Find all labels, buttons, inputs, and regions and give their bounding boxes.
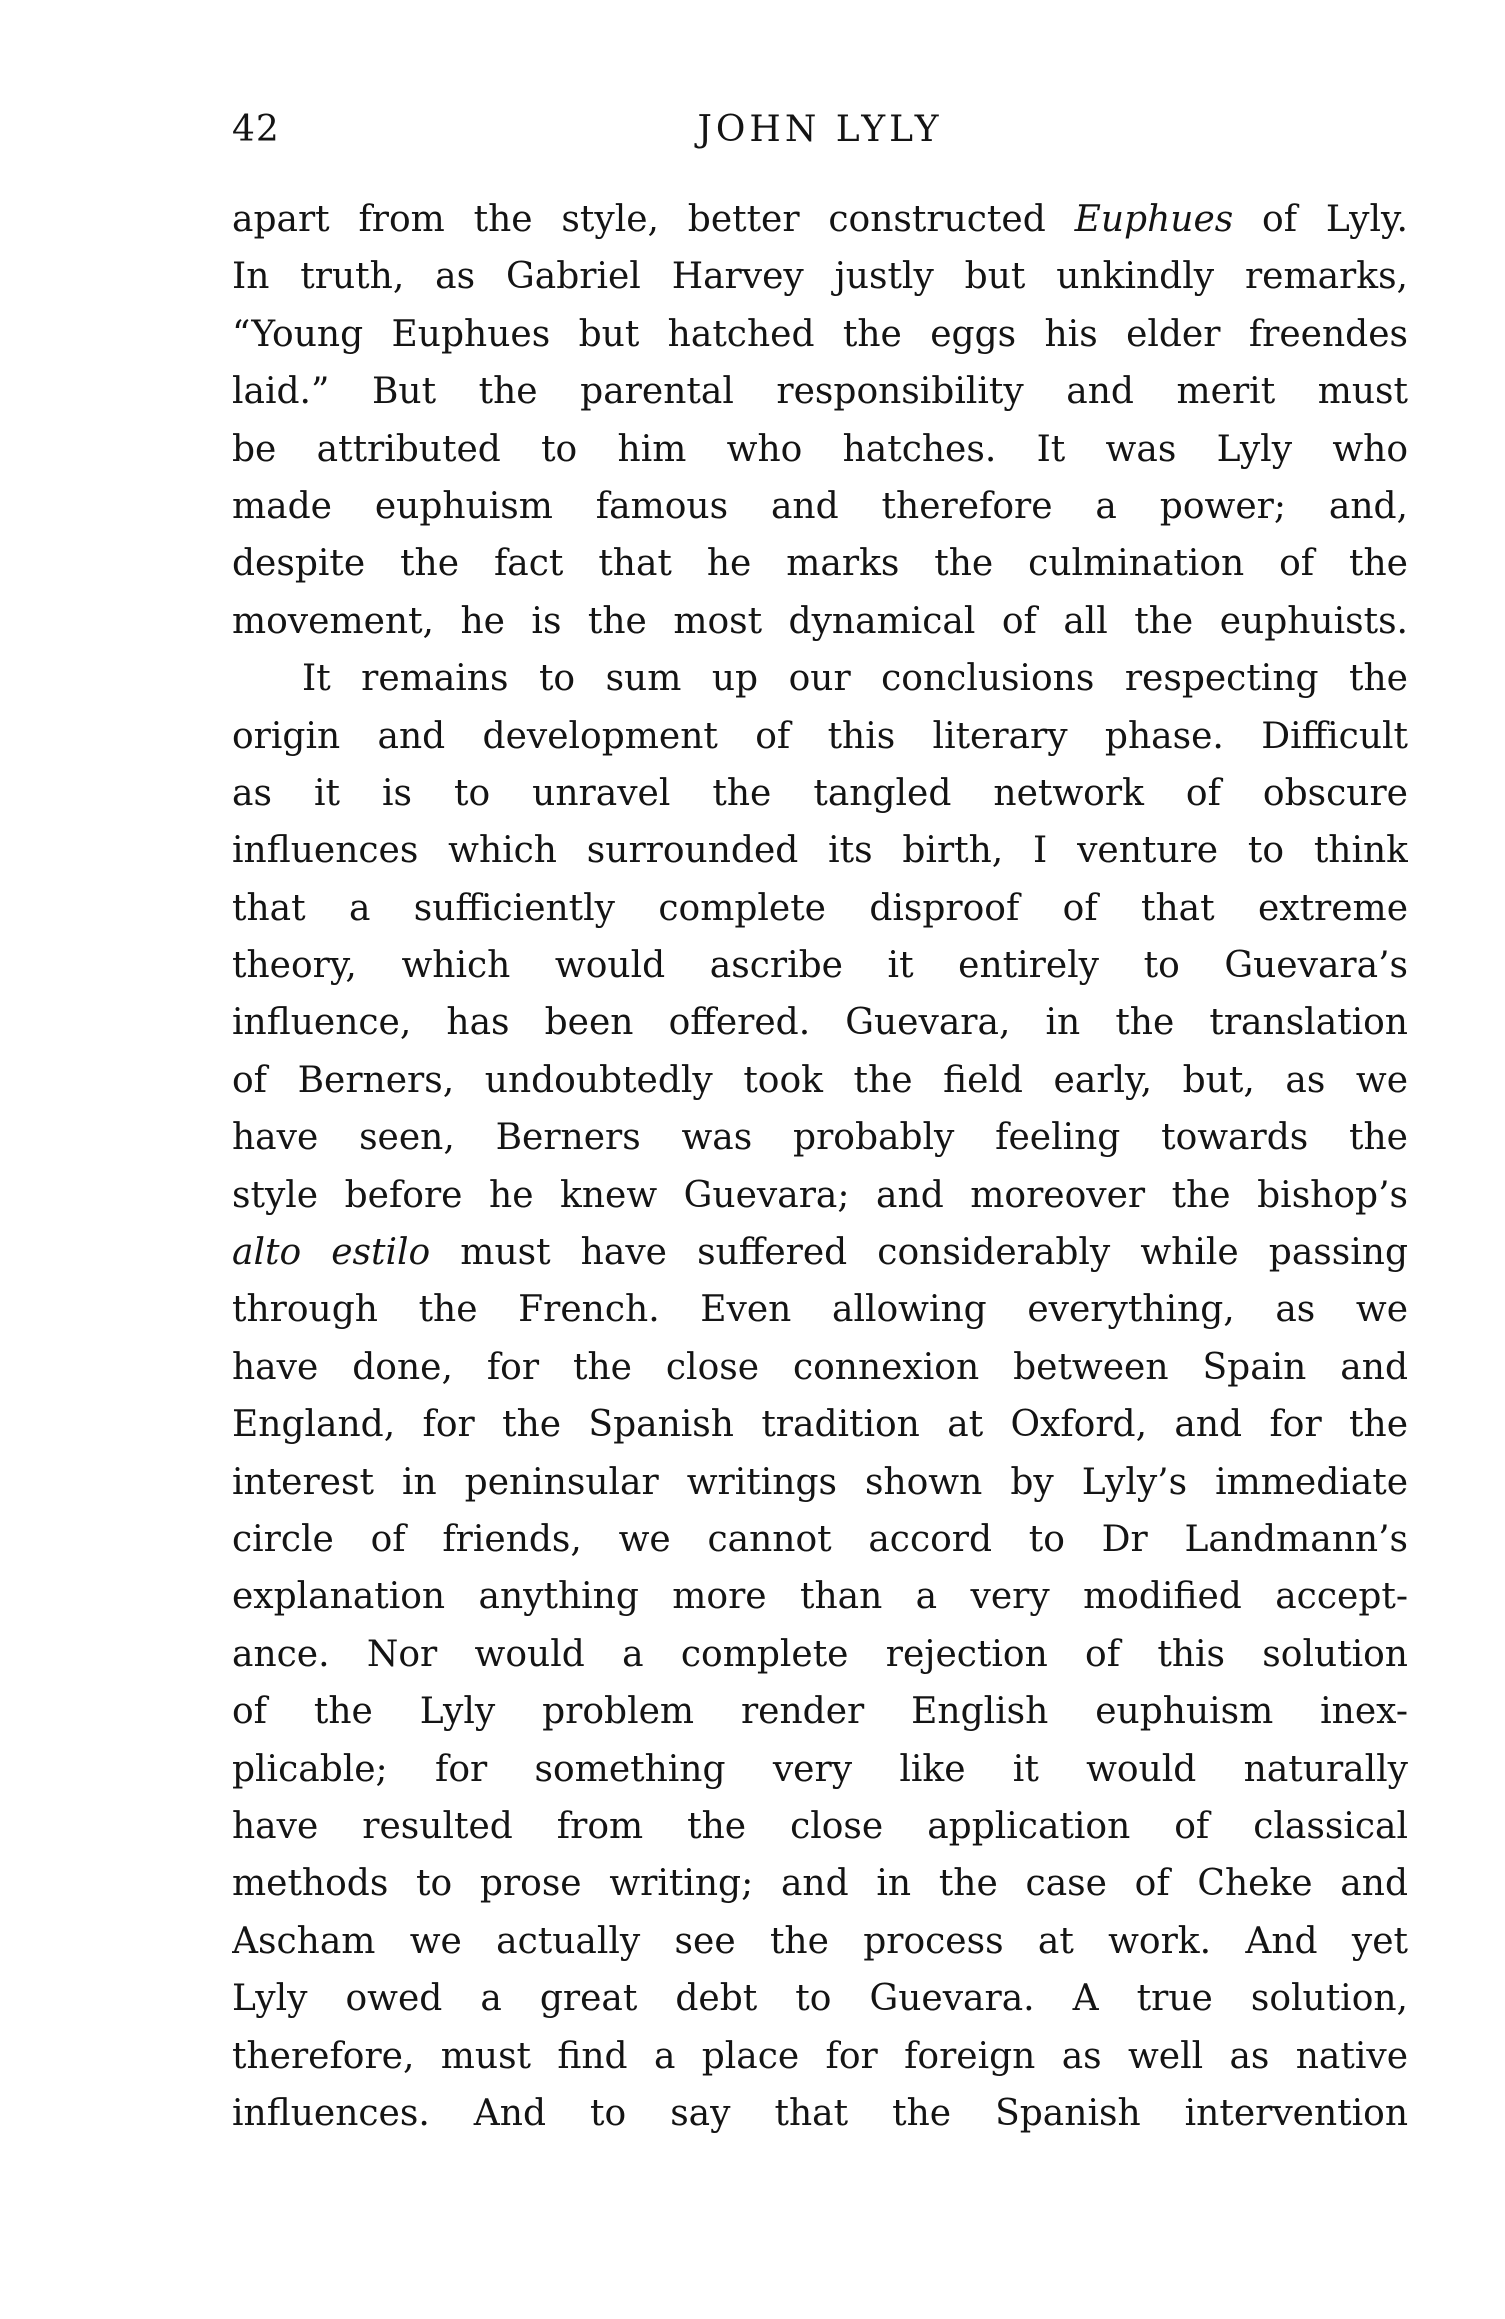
text-line: that a sufficiently complete disproof of that extreme <box>232 887 1408 929</box>
text-line: have resulted from the close application of classical <box>232 1805 1408 1847</box>
text-line: of Berners, undoubtedly took the field early, but, as we <box>232 1059 1408 1101</box>
text-line: style before he knew Guevara; and moreover the bishop’s <box>232 1174 1408 1216</box>
text-line: explanation anything more than a very modified accept- <box>232 1576 1408 1618</box>
page-number: 42 <box>232 109 280 150</box>
text-line: It remains to sum up our conclusions respecting the <box>302 658 1408 700</box>
text-line: made euphuism famous and therefore a power; and, <box>232 485 1408 527</box>
text-line: interest in peninsular writings shown by Lyly’s immediate <box>232 1461 1408 1503</box>
text-line: laid.” But the parental responsibility and merit must <box>232 371 1408 413</box>
text-line: ance. Nor would a complete rejection of this solution <box>232 1633 1408 1675</box>
text-line: Ascham we actually see the process at work. And yet <box>232 1920 1408 1962</box>
body-text <box>232 191 1408 2142</box>
text-line: Lyly owed a great debt to Guevara. A true solution, <box>232 1978 1408 2020</box>
text-line: despite the fact that he marks the culmination of the <box>232 543 1408 585</box>
text-line: methods to prose writing; and in the case of Cheke and <box>232 1863 1408 1905</box>
text-line: influences which surrounded its birth, I venture to think <box>232 830 1408 872</box>
text-line: of the Lyly problem render English euphuism inex- <box>232 1691 1408 1733</box>
text-fragment: apart from the style, better constructed <box>232 199 1075 240</box>
text-line: England, for the Spanish tradition at Oxford, and for the <box>232 1404 1408 1446</box>
text-line: influences. And to say that the Spanish intervention <box>232 2092 1408 2134</box>
text-line <box>232 1224 1408 1281</box>
running-title: JOHN LYLY <box>697 109 943 150</box>
text-line: “Young Euphues but hatched the eggs his elder freendes <box>232 313 1408 355</box>
italic-title: Euphues <box>1074 199 1234 240</box>
text-line: origin and development of this literary phase. Difficult <box>232 715 1408 757</box>
text-line: movement, he is the most dynamical of all the euphuists. <box>232 600 1408 642</box>
text-line <box>232 191 1408 248</box>
text-line: be attributed to him who hatches. It was Lyly who <box>232 428 1408 470</box>
text-fragment: of Lyly. <box>1233 199 1408 240</box>
text-line: through the French. Even allowing everything, as we <box>232 1289 1408 1331</box>
text-line: plicable; for something very like it would naturally <box>232 1748 1408 1790</box>
italic-title: alto estilo <box>232 1232 431 1274</box>
text-line: as it is to unravel the tangled network of obscure <box>232 772 1408 814</box>
text-line: theory, which would ascribe it entirely to Guevara’s <box>232 945 1408 987</box>
text-line: therefore, must find a place for foreign as well as native <box>232 2035 1408 2077</box>
text-line: have done, for the close connexion between Spain and <box>232 1346 1408 1388</box>
running-head <box>232 100 1408 160</box>
text-line: influence, has been offered. Guevara, in the translation <box>232 1002 1408 1044</box>
text-line: circle of friends, we cannot accord to Dr Landmann’s <box>232 1518 1408 1560</box>
text-fragment: must have suffered considerably while passing <box>430 1232 1408 1274</box>
text-line: have seen, Berners was probably feeling towards the <box>232 1117 1408 1159</box>
text-line: In truth, as Gabriel Harvey justly but unkindly remarks, <box>232 256 1408 298</box>
